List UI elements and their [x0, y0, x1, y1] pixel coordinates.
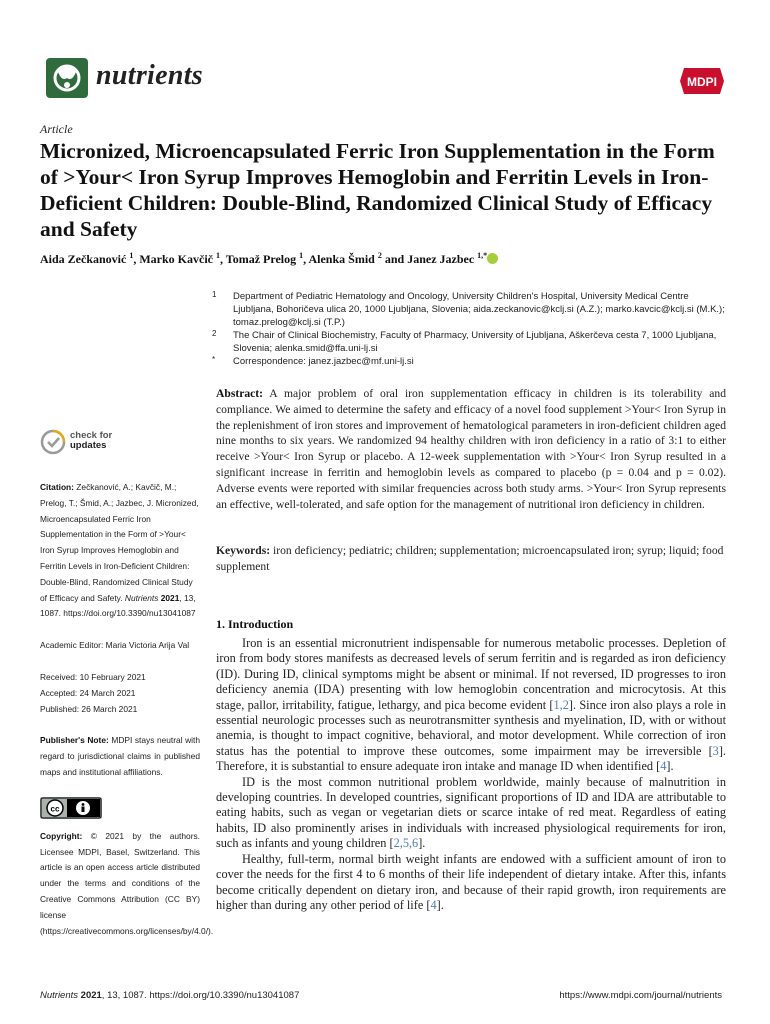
author-affiliation-mark: 1,*	[477, 251, 488, 260]
citation-link[interactable]: 4	[660, 759, 667, 774]
affiliation-mark: 2	[212, 329, 217, 338]
mdpi-logo-icon	[678, 66, 726, 96]
correspondence	[212, 355, 732, 368]
citation-link[interactable]: 2,5,6	[393, 836, 419, 851]
author-separator: ,	[133, 252, 140, 266]
citation: Citation: Zečkanović, A.; Kavčič, M.; Prelog, T.; Šmid, A.; Jazbec, J. Micronized, Microencapsulated Ferric Iron Supplementation in the Form of >Your< Iron Syrup Improves Hemoglobin and Ferritin Levels in Iron-Deficient Children: Double-Blind, Randomized Clinical Study of Efficacy and Safety. Nutrients 2021, 13, 1087. https://doi.org/10.3390/nu13041087	[40, 482, 199, 619]
affiliation-1	[212, 290, 732, 329]
publication-dates	[40, 670, 200, 717]
author-list	[40, 251, 730, 267]
keywords-text: iron deficiency; pediatric; children; supplementation; microencapsulated iron; syrup; liquid; food supplement	[216, 544, 724, 573]
affiliation-mark: *	[212, 355, 216, 364]
correspondence-text: Correspondence: janez.jazbec@mf.uni-lj.si	[233, 356, 414, 367]
author-affiliation-mark: 2	[377, 251, 382, 260]
keywords	[216, 543, 726, 575]
publisher-note: Publisher's Note: MDPI stays neutral with regard to jurisdictional claims in published maps and institutional affiliations.	[40, 735, 201, 777]
svg-text:MDPI: MDPI	[687, 75, 717, 89]
footer-journal-url[interactable]: https://www.mdpi.com/journal/nutrients	[559, 990, 722, 1001]
section-heading-introduction: 1. Introduction	[216, 617, 294, 631]
author-name: Tomaž Prelog	[225, 252, 297, 266]
citation-link[interactable]: 4	[430, 897, 437, 912]
author-affiliation-mark: 1	[129, 251, 134, 260]
intro-paragraph-3: Healthy, full-term, normal birth weight infants are endowed with a sufficient amount of iron to cover the needs for the first 4 to 6 months of their life independent of dietary intake. After this, infants become critically dependent on dietary iron, and because of their rapid growth, iron requirements are higher than during any other period of life [4].	[216, 851, 726, 912]
journal-name: nutrients	[96, 60, 203, 91]
check-updates-label: check for updates	[70, 430, 113, 451]
article-title: Micronized, Microencapsulated Ferric Iron Supplementation in the Form of >Your< Iron Syrup Improves Hemoglobin and Ferritin Levels in Iron-Deficient Children: Double-Blind, Randomized Clinical Study of Efficacy and Safety	[40, 139, 715, 241]
author-separator: ,	[220, 252, 226, 266]
author-name: Janez Jazbec	[407, 252, 475, 266]
author-affiliation-mark: 1	[299, 251, 304, 260]
author-name: Marko Kavčič	[139, 252, 213, 266]
author-name: Alenka Šmid	[308, 252, 375, 266]
footer-citation: Nutrients 2021, 13, 1087. https://doi.org/10.3390/nu13041087	[40, 990, 300, 1001]
abstract-label: Abstract:	[216, 387, 264, 400]
affiliations	[212, 290, 732, 368]
check-updates-icon	[40, 429, 66, 455]
citation-doi-link[interactable]: https://doi.org/10.3390/nu13041087	[63, 608, 196, 619]
affiliation-text: The Chair of Clinical Biochemistry, Faculty of Pharmacy, University of Ljubljana, Aškerčeva cesta 7, 1000 Ljubljana, Slovenia; alenka.smid@ffa.uni-lj.si	[233, 330, 717, 354]
author-separator: and	[381, 252, 408, 266]
academic-editor: Academic Editor: Maria Victoria Arija Val	[40, 640, 190, 651]
journal-logo-icon	[46, 58, 88, 98]
citation-link[interactable]: 1,2	[553, 697, 569, 712]
copyright: Copyright: © 2021 by the authors. Licensee MDPI, Basel, Switzerland. This article is an open access article distributed under the terms and conditions of the Creative Commons Attribution (CC BY) license (https://creativecommons.org/licenses/by/4.0/).	[40, 830, 214, 936]
published-date: Published: 26 March 2021	[40, 703, 138, 714]
article-sidebar	[40, 428, 214, 955]
abstract-text: A major problem of oral iron supplementation efficacy in children is its tolerability and compliance. We aimed to determine the safety and efficacy of a novel food supplement >Your< Iron Syrup in the replenishment of iron stores and improvement of hematological parameters in iron-deficient children aged nine months to six years. We randomized 94 healthy children with iron deficiency in a ratio of 3:1 to either receive >Your< Iron Syrup or placebo. A 12-week supplementation with >Your< Iron Syrup resulted in a significant increase in ferritin and hemoglobin levels as compared to placebo (p = 0.04 and p = 0.02). Adverse events were reported with similar frequencies across both study arms. >Your< Iron Syrup represents an effective, well-tolerated, and safe option for the management of nutritional iron deficiency in children.	[216, 387, 726, 511]
affiliation-2	[212, 329, 732, 355]
author-separator: ,	[303, 252, 309, 266]
author-name: Aida Zečkanović	[40, 252, 127, 266]
abstract	[216, 386, 726, 512]
author-affiliation-mark: 1	[216, 251, 220, 260]
svg-text:cc: cc	[50, 804, 60, 814]
cc-by-license-icon[interactable]	[40, 797, 102, 819]
affiliation-mark: 1	[212, 290, 217, 299]
keywords-label: Keywords:	[216, 544, 271, 557]
accepted-date: Accepted: 24 March 2021	[40, 687, 136, 698]
orcid-icon[interactable]	[487, 253, 498, 264]
check-for-updates-button[interactable]	[40, 428, 200, 458]
affiliation-text: Department of Pediatric Hematology and Oncology, University Children's Hospital, University Medical Centre Ljubljana, Bohoričeva ulica 20, 1000 Ljubljana, Slovenia; aida.zeckanovic@kclj.si (A.Z.); marko.kavcic@kclj.si (M.K.); tomaz.prelog@kclj.si (T.P.)	[233, 291, 725, 328]
citation-link[interactable]: 3	[712, 743, 719, 758]
intro-paragraph-2: ID is the most common nutritional problem worldwide, mainly because of malnutrition in developing countries. In developed countries, significant proportions of ID and IDA are attributable to eating habits, such as vegan or vegetarian diets or scarce intake of red meat. Regardless of eating habits, ID also prominently arises in individuals with increased physiological requirements for iron, such as infants and young children [2,5,6].	[216, 774, 726, 851]
received-date: Received: 10 February 2021	[40, 671, 146, 682]
intro-paragraph-1: Iron is an essential micronutrient indispensable for numerous metabolic processes. Depletion of iron from body stores manifests as decreased levels of serum ferritin and is regarded as iron deficiency (ID). During ID, clinical symptoms might be absent or minimal. If not reversed, ID progresses to iron deficiency anemia (IDA) presenting with low hemoglobin concentration and microcytosis. At this stage, pallor, irritability, fatigue, lethargy, and pica become evident [1,2]. Since iron also plays a role in essential neurologic processes such as neurotransmitter synthesis and myelination, ID, with or without anemia, is thought to impact cognitive, behavioral, and motor development. While correction of iron status has the potential to improve these outcomes, some impairment may be irreversible [3]. Therefore, it is substantial to ensure adequate iron intake and manage ID when identified [4].	[216, 636, 726, 774]
introduction-body	[216, 636, 726, 913]
journal-header	[40, 50, 730, 106]
article-type: Article	[40, 122, 73, 136]
